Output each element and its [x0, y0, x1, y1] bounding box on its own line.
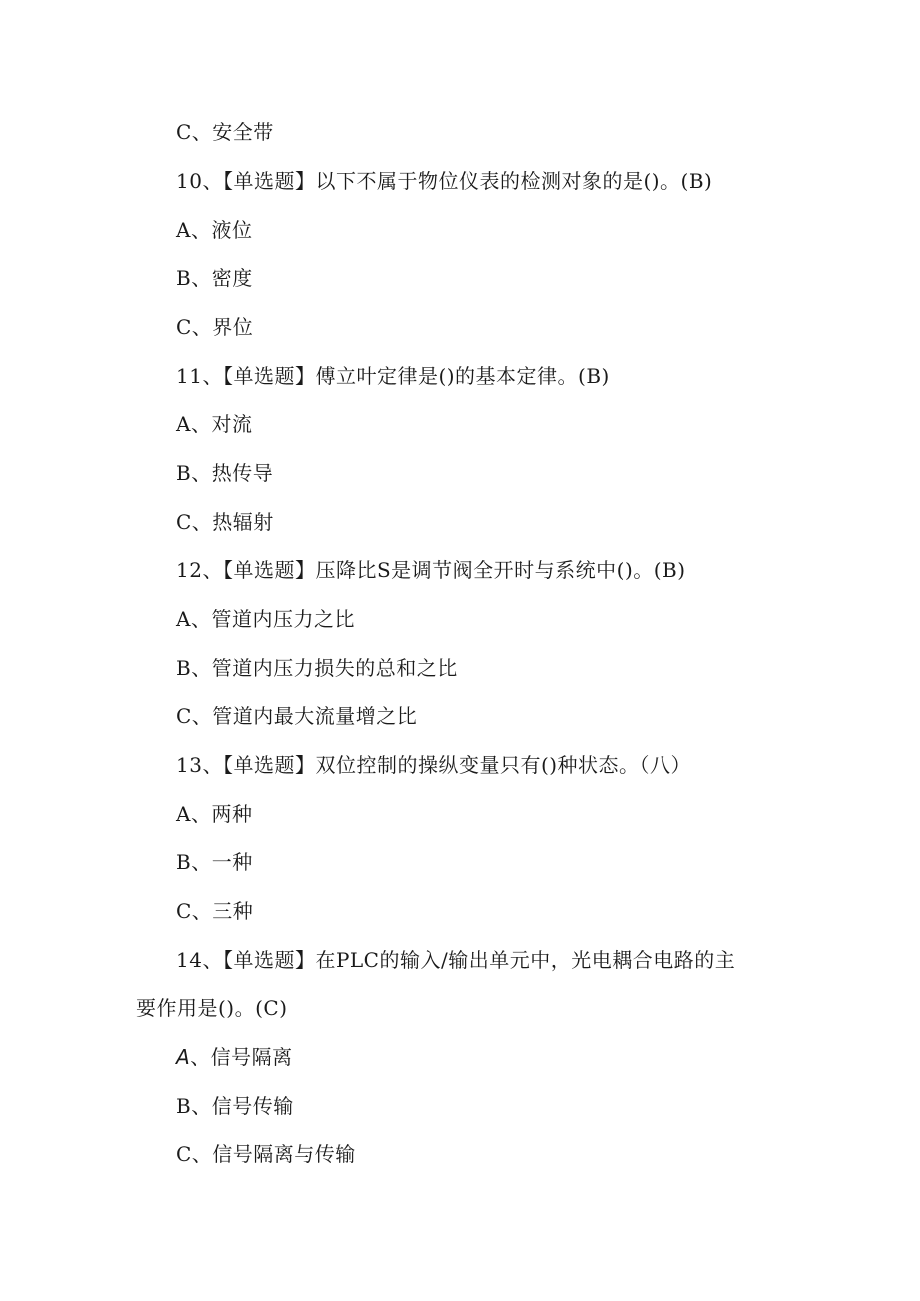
question-11-text: 11、【单选题】傅立叶定律是()的基本定律。(B)	[176, 364, 610, 388]
option-b-text: B、信号传输	[176, 1094, 294, 1118]
option-c-text: C、管道内最大流量增之比	[176, 704, 418, 728]
option-c-text: C、信号隔离与传输	[176, 1142, 356, 1166]
option-a-text: A、对流	[176, 412, 253, 436]
option-c-text: C、安全带	[176, 120, 274, 144]
option-a-text	[176, 1044, 293, 1070]
option-a-letter: A	[176, 1045, 191, 1069]
option-a-label: 、信号隔离	[190, 1045, 293, 1069]
question-10-text: 10、【单选题】以下不属于物位仪表的检测对象的是()。(B)	[176, 169, 713, 193]
question-12-text: 12、【单选题】压降比S是调节阀全开时与系统中()。(B)	[176, 558, 686, 582]
option-a-text: A、液位	[176, 218, 253, 242]
option-b-text: B、一种	[176, 850, 253, 874]
question-14-text-line-1: 14、【单选题】在PLC的输入/输出单元中，光电耦合电路的主	[176, 948, 736, 972]
option-a-text: A、管道内压力之比	[176, 607, 355, 631]
option-b-text: B、密度	[176, 266, 253, 290]
option-b-text: B、热传导	[176, 461, 274, 485]
option-c-text: C、三种	[176, 899, 254, 923]
option-c-text: C、热辐射	[176, 510, 274, 534]
option-a-text: A、两种	[176, 802, 253, 826]
question-13-text: 13、【单选题】双位控制的操纵变量只有()种状态。（八）	[176, 753, 692, 777]
option-b-text: B、管道内压力损失的总和之比	[176, 656, 458, 680]
question-14-text-line-2: 要作用是()。(C)	[136, 996, 288, 1020]
option-c-text: C、界位	[176, 315, 254, 339]
